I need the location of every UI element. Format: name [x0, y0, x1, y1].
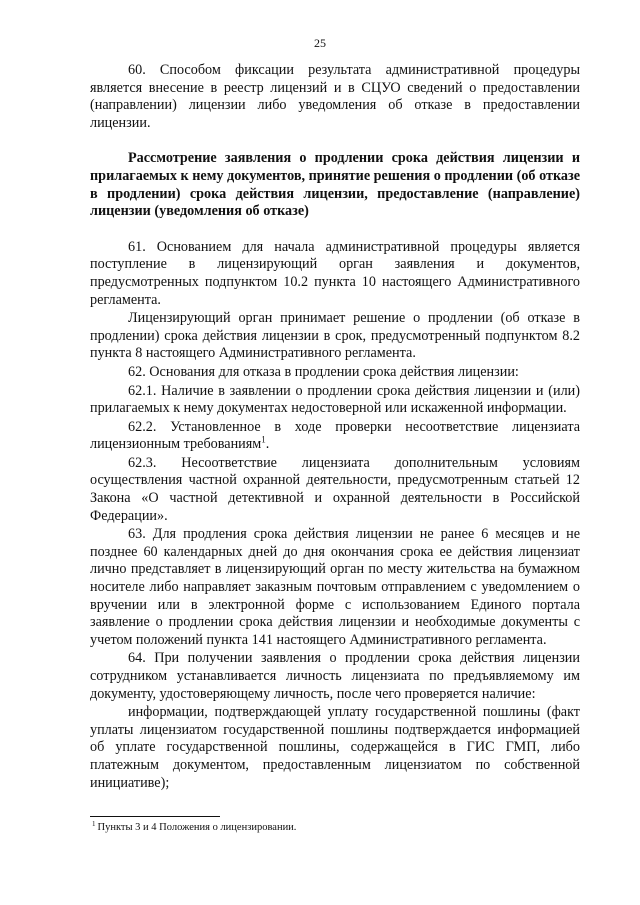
paragraph-62-1: 62.1. Наличие в заявлении о продлении срока действия лицензии и (или) прилагаемых к нему документах недостоверной или искаженной информации. — [90, 382, 580, 417]
footnote-divider — [90, 816, 220, 817]
paragraph-62: 62. Основания для отказа в продлении срока действия лицензии: — [128, 363, 519, 380]
paragraph-61-decision: Лицензирующий орган принимает решение о продлении (об отказе в продлении) срока действия лицензии в срок, предусмотренный подпунктом 8.2 пункта 8 настоящего Административного регламента. — [90, 310, 580, 362]
paragraph-62-2-text: 62.2. Установленное в ходе проверки несоответствие лицензиата лицензионным требованиям — [90, 418, 580, 453]
paragraph-62-2-end: . — [265, 436, 270, 453]
paragraph-61: 61. Основанием для начала административной процедуры является поступление в лицензирующий орган заявления и документов, предусмотренных подпунктом 10.2 пункта 10 настоящего Административного регламента. — [90, 238, 580, 308]
page-number: 25 — [314, 36, 326, 50]
paragraph-64-info: информации, подтверждающей уплату государственной пошлины (факт уплаты лицензиатом государственной пошлины подтверждается информацией об уплате государственной пошлины, содержащейся в ГИС ГМП, либо платежным документом, предоставленным лицензиатом по собственной инициативе); — [90, 704, 580, 791]
paragraph-63: 63. Для продления срока действия лицензии не ранее 6 месяцев и не позднее 60 календарных дней до дня окончания срока ее действия лицензиат лично представляет в лицензирующий орган по месту жительства на бумажном носителе либо направляет заказным почтовым отправлением с уведомлением о вручении или в электронной форме с использованием Единого портала заявление о продлении срока действия лицензии и необходимые документы с учетом положений пункта 141 настоящего Административного регламента. — [90, 526, 580, 648]
paragraph-62-2 — [90, 419, 580, 454]
footnote-marker: 1 — [92, 819, 96, 828]
paragraph-62-3: 62.3. Несоответствие лицензиата дополнительным условиям осуществления частной охранной деятельности, предусмотренным статьей 12 Закона «О частной детективной и охранной деятельности в Российской Федерации». — [90, 454, 580, 524]
paragraph-60: 60. Способом фиксации результата административной процедуры является внесение в реестр лицензий и в СЦУО сведений о предоставлении (направлении) лицензии либо уведомления об отказе в предоставлении лицензии. — [90, 62, 580, 131]
section-heading: Рассмотрение заявления о продлении срока действия лицензии и прилагаемых к нему документов, принятие решения о продлении (об отказе в продлении) срока действия лицензии, предоставление (направление) лицензии (уведомления об отказе) — [90, 150, 580, 220]
footnote-ref: 1 — [261, 434, 266, 445]
footnote — [92, 819, 572, 833]
footnote-text: Пункты 3 и 4 Положения о лицензировании. — [97, 822, 297, 833]
paragraph-64: 64. При получении заявления о продлении срока действия лицензии сотрудником устанавливается личность лицензиата по предъявляемому им документу, удостоверяющему личность, после чего проверяется наличие: — [90, 650, 580, 702]
document-body — [90, 62, 580, 792]
